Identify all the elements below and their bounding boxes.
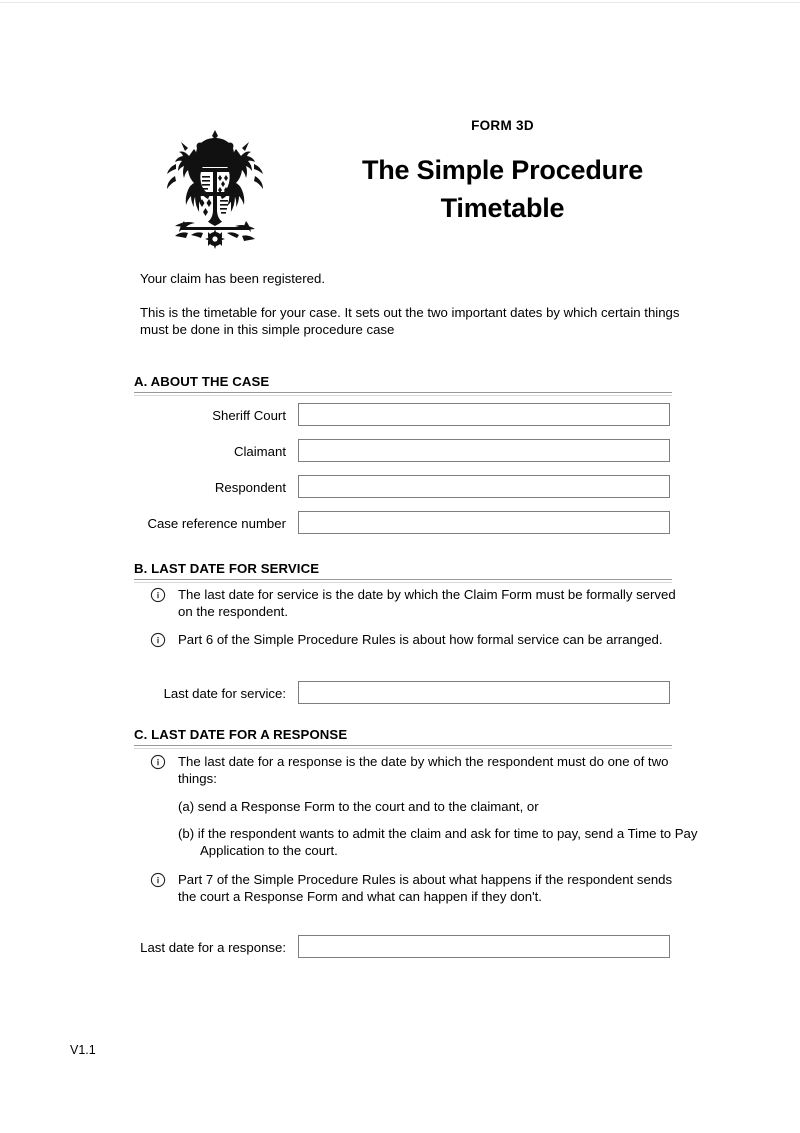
document-version: V1.1	[70, 1043, 96, 1057]
royal-coat-of-arms-icon	[145, 126, 285, 251]
page-boundary-line	[0, 2, 800, 3]
section-b-note-1	[150, 586, 682, 620]
label-sheriff-court: Sheriff Court	[212, 408, 286, 423]
section-c-note-1	[150, 753, 682, 787]
section-c-option-b: (b) if the respondent wants to admit the claim and ask for time to pay, send a Time to Pay Application to the court.	[178, 826, 698, 858]
label-respondent: Respondent	[214, 480, 286, 495]
input-case-reference-number[interactable]	[298, 511, 670, 534]
section-a-divider	[134, 392, 672, 396]
section-b-note-1-text: The last date for service is the date by which the Claim Form must be formally served on the respondent.	[178, 587, 676, 619]
intro-line-2: This is the timetable for your case. It sets out the two important dates by which certain things must be done in this simple procedure case	[140, 305, 680, 337]
field-row-last-date-for-response	[134, 935, 672, 960]
section-c-option-a: (a) send a Response Form to the court and to the claimant, or	[178, 799, 539, 814]
info-circle-icon	[150, 587, 166, 603]
section-b-header	[134, 561, 672, 583]
section-c-note-1-text: The last date for a response is the date by which the respondent must do one of two things:	[178, 754, 669, 786]
section-c-heading: C. LAST DATE FOR A RESPONSE	[134, 727, 348, 742]
label-case-reference-number: Case reference number	[147, 516, 286, 531]
page-title-line-2: Timetable	[440, 193, 565, 223]
section-c-header	[134, 727, 672, 749]
field-row-last-date-for-service	[134, 681, 672, 706]
section-a-heading: A. ABOUT THE CASE	[134, 374, 270, 389]
input-last-date-for-response[interactable]	[298, 935, 670, 958]
field-row-case-reference-number	[134, 511, 672, 536]
section-b-note-2-text: Part 6 of the Simple Procedure Rules is about how formal service can be arranged.	[178, 632, 663, 647]
section-c-note-2-text: Part 7 of the Simple Procedure Rules is about what happens if the respondent sends the court a Response Form and what can happen if they don't.	[178, 872, 673, 904]
input-sheriff-court[interactable]	[298, 403, 670, 426]
info-circle-icon	[150, 872, 166, 888]
page-title-line-1: The Simple Procedure	[361, 155, 644, 185]
intro-line-1: Your claim has been registered.	[140, 271, 325, 286]
info-circle-icon	[150, 632, 166, 648]
title-block	[310, 118, 695, 227]
field-row-claimant	[134, 439, 672, 464]
input-respondent[interactable]	[298, 475, 670, 498]
input-last-date-for-service[interactable]	[298, 681, 670, 704]
field-row-respondent	[134, 475, 672, 500]
page-title	[310, 151, 695, 227]
form-number: FORM 3D	[471, 118, 534, 133]
document-header	[0, 118, 800, 258]
label-last-date-for-service: Last date for service:	[163, 686, 286, 701]
section-b-heading: B. LAST DATE FOR SERVICE	[134, 561, 320, 576]
section-c-divider	[134, 745, 672, 749]
section-b-divider	[134, 579, 672, 583]
section-b-note-2	[150, 631, 682, 648]
input-claimant[interactable]	[298, 439, 670, 462]
section-c-note-2	[150, 871, 682, 905]
label-last-date-for-response: Last date for a response:	[140, 940, 286, 955]
field-row-sheriff-court	[134, 403, 672, 428]
label-claimant: Claimant	[233, 444, 286, 459]
info-circle-icon	[150, 754, 166, 770]
section-a-header	[134, 374, 672, 396]
intro-text	[140, 270, 682, 338]
